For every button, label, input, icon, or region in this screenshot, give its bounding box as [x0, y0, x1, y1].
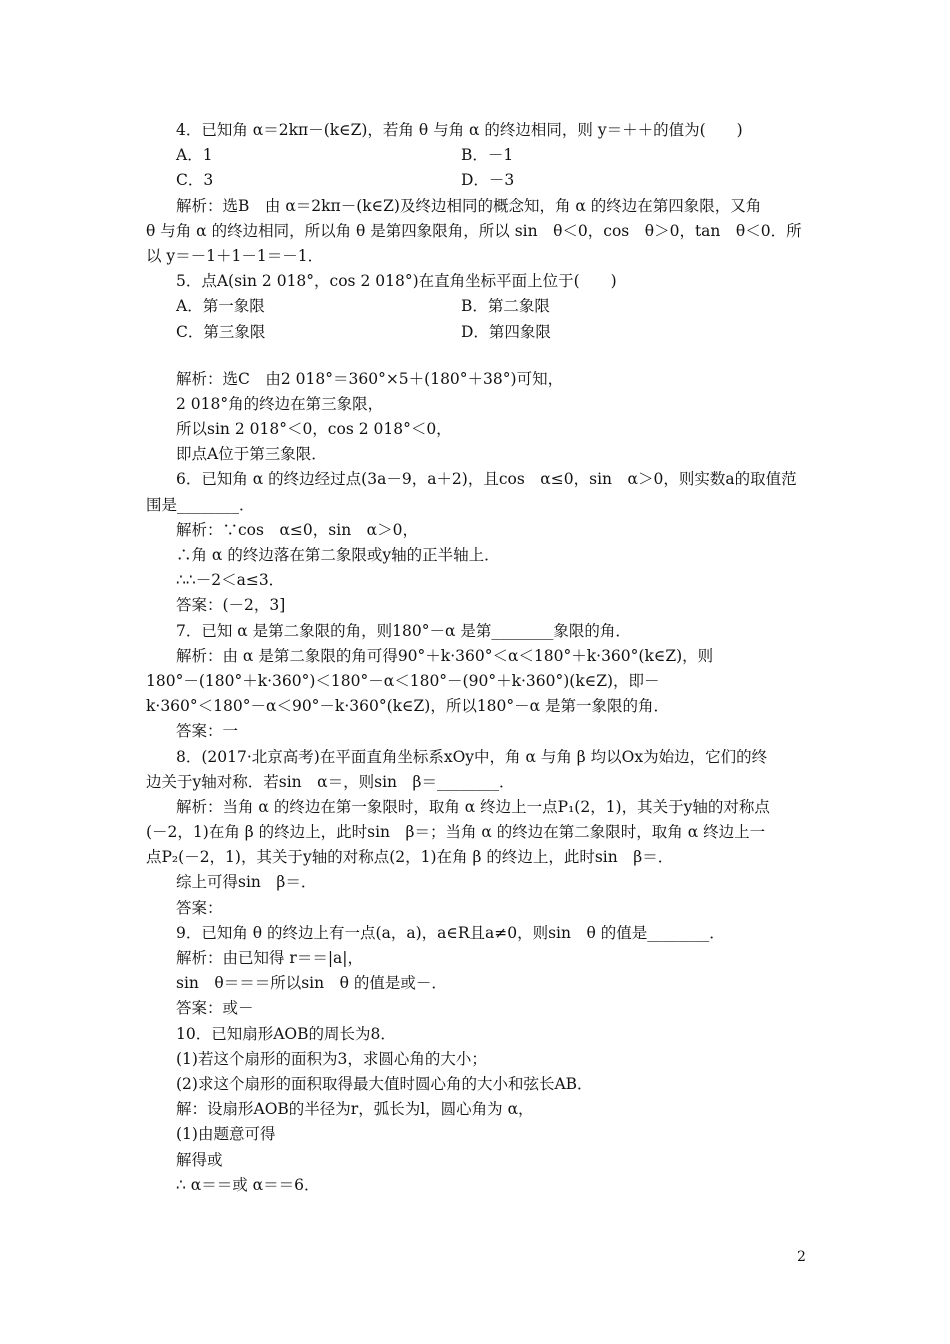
text-line: ∴角 α 的终边落在第二象限或y轴的正半轴上． [176, 546, 500, 564]
answer-options-row [146, 168, 806, 193]
text-line: 8．(2017·北京高考)在平面直角坐标系xOy中，角 α 与角 β 均以Ox为始边，它们的终 [176, 747, 768, 766]
answer-option: D．第四象限 [461, 322, 551, 341]
text-line: 9．已知角 θ 的终边上有一点(a，a)，a∈R且a≠0，则sin θ 的值是________． [176, 923, 725, 942]
answer-option: A．第一象限 [176, 297, 265, 316]
text-line: (1)由题意可得 [176, 1125, 276, 1144]
text-line: 以 y＝－1＋1－1＝－1． [146, 246, 324, 265]
text-line: 6．已知角 α 的终边经过点(3a－9，a＋2)，且cos α≤0，sin α＞0，则实数a的取值范 [176, 470, 797, 489]
text-line: ∴ α＝＝或 α＝＝6． [176, 1175, 320, 1194]
page-number: 2 [797, 1249, 806, 1265]
text-line: 10．已知扇形AOB的周长为8． [176, 1024, 396, 1043]
text-line: ∴∴－2＜a≤3． [176, 571, 285, 590]
answer-option: D．－3 [461, 171, 515, 190]
text-line: 所以sin 2 018°＜0，cos 2 018°＜0， [176, 420, 452, 439]
text-line: sin θ＝＝＝所以sin θ 的值是或－． [176, 974, 447, 993]
text-line: 7．已知 α 是第二象限的角，则180°－α 是第________象限的角． [176, 621, 631, 640]
text-line: 解析：由 α 是第二象限的角可得90°＋k·360°＜α＜180°＋k·360°(k∈Z)，则 [176, 646, 714, 665]
text-line: 答案：或－ [176, 999, 254, 1018]
text-line: 解析：选C 由2 018°＝360°×5＋(180°＋38°)可知， [176, 369, 564, 388]
text-line: 点P₂(－2，1)，其关于y轴的对称点(2，1)在角 β 的终边上，此时sin β＝． [146, 848, 674, 867]
text-line: 答案： [176, 898, 223, 917]
text-line: 解析：当角 α 的终边在第一象限时，取角 α 终边上一点P₁(2，1)，其关于y轴的对称点 [176, 797, 770, 816]
text-line: 5．点A(sin 2 018°，cos 2 018°)在直角坐标平面上位于( ) [176, 272, 617, 291]
text-line: (2)求这个扇形的面积取得最大值时圆心角的大小和弦长AB． [176, 1074, 593, 1093]
answer-option: B．－1 [461, 146, 514, 165]
text-line: 边关于y轴对称．若sin α＝，则sin β＝________． [146, 772, 515, 791]
text-line: (1)若这个扇形的面积为3，求圆心角的大小； [176, 1049, 487, 1068]
answer-option: C．第三象限 [176, 322, 266, 341]
text-line: 综上可得sin β＝． [176, 873, 317, 892]
text-line: 180°－(180°＋k·360°)＜180°－α＜180°－(90°＋k·360°)(k∈Z)，即－ [146, 671, 660, 690]
text-line: 答案：(－2，3] [176, 596, 286, 615]
text-line: 围是________． [146, 495, 255, 514]
text-line: 解得或 [176, 1150, 223, 1169]
text-line: 2 018°角的终边在第三象限， [176, 394, 384, 413]
answer-options-row [146, 294, 806, 319]
text-line: 即点A位于第三象限． [176, 445, 327, 464]
answer-options-row [146, 143, 806, 168]
text-line: 4．已知角 α＝2kπ－(k∈Z)，若角 θ 与角 α 的终边相同，则 y＝＋＋的值为( ) [176, 121, 743, 139]
spacer [146, 345, 806, 367]
answer-option: A．1 [176, 146, 213, 165]
text-line: (－2，1)在角 β 的终边上，此时sin β＝；当角 α 的终边在第二象限时，取角 α 终边上一 [146, 823, 766, 842]
text-line: 答案：一 [176, 722, 239, 741]
text-line: θ 与角 α 的终边相同，所以角 θ 是第四象限角，所以 sin θ＜0，cos θ＞0，tan θ＜0．所 [146, 221, 802, 240]
text-line: 解：设扇形AOB的半径为r，弧长为l，圆心角为 α， [176, 1100, 534, 1119]
answer-options-row [146, 320, 806, 345]
answer-option: C．3 [176, 171, 214, 190]
text-line: 解析：选B 由 α＝2kπ－(k∈Z)及终边相同的概念知，角 α 的终边在第四象限，又角 [176, 196, 762, 215]
text-line: k·360°＜180°－α＜90°－k·360°(k∈Z)，所以180°－α 是第一象限的角． [146, 697, 670, 716]
answer-option: B．第二象限 [461, 297, 550, 316]
text-line: 解析：∵cos α≤0，sin α＞0， [176, 520, 419, 539]
page-content [146, 118, 806, 1198]
text-line: 解析：由已知得 r＝＝|a|， [176, 949, 364, 967]
